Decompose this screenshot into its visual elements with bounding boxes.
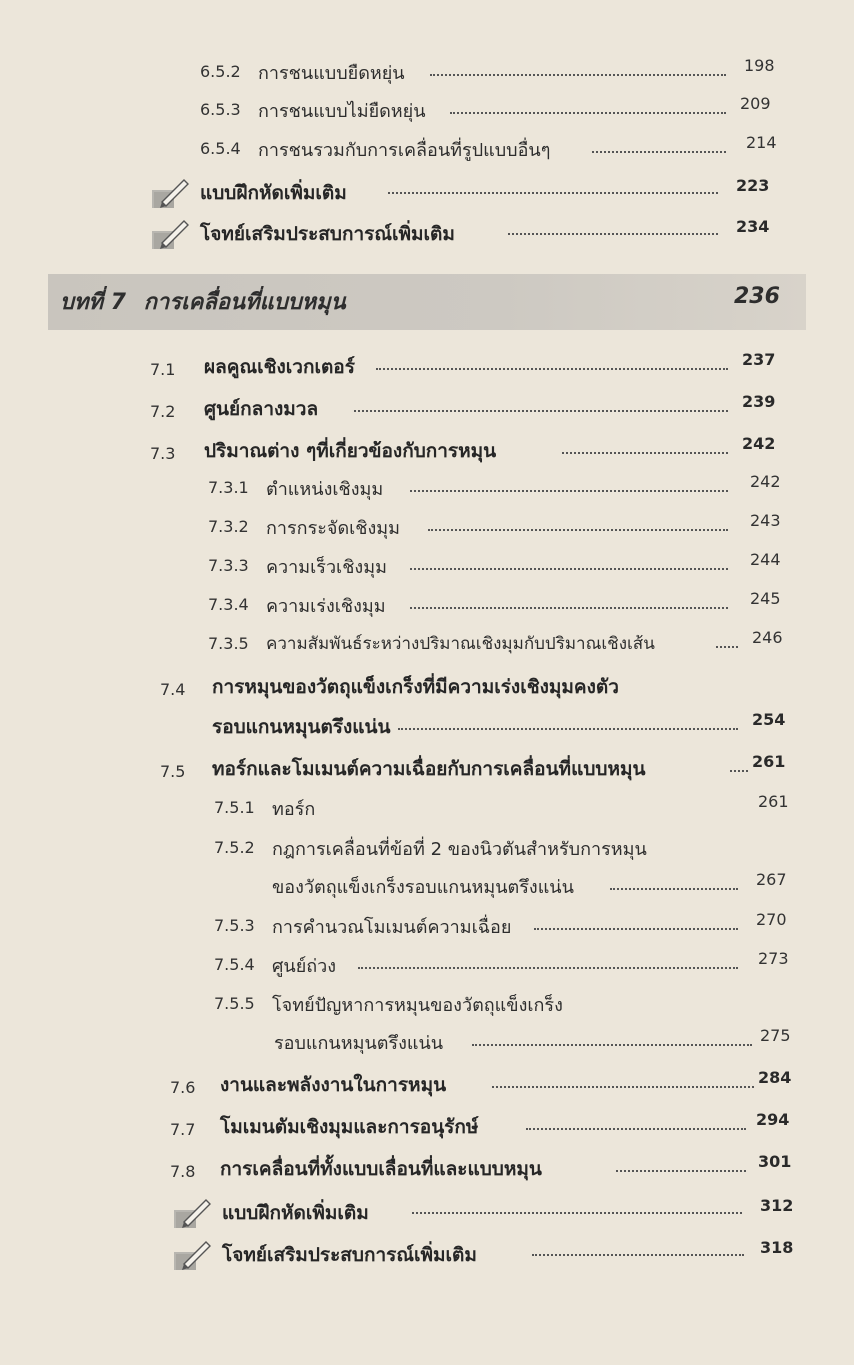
- entry-title: ความสัมพันธ์ระหว่างปริมาณเชิงมุมกับปริมาณเชิงเส้น: [266, 634, 655, 654]
- leader-dots: [428, 529, 728, 531]
- toc-entry-7-5-4[interactable]: [214, 949, 789, 983]
- chapter-page: 236: [734, 284, 780, 309]
- leader-dots: [430, 74, 726, 76]
- leader-dots: [354, 410, 728, 412]
- entry-number: 7.8: [170, 1162, 196, 1181]
- entry-title: โมเมนตัมเชิงมุมและการอนุรักษ์: [220, 1116, 479, 1138]
- leader-dots: [398, 728, 738, 730]
- entry-number: 7.6: [170, 1078, 196, 1097]
- entry-page: 273: [758, 949, 789, 968]
- entry-number: 7.5.3: [214, 916, 255, 935]
- toc-entry-7-5[interactable]: [160, 752, 784, 786]
- entry-number: 7.5.1: [214, 798, 255, 817]
- leader-dots: [616, 1170, 746, 1172]
- toc-entry-7-7[interactable]: [170, 1110, 794, 1144]
- entry-page: 246: [752, 628, 783, 647]
- entry-page: 242: [742, 434, 776, 453]
- entry-title: กฎการเคลื่อนที่ข้อที่ 2 ของนิวตันสำหรับการหมุน: [272, 839, 647, 860]
- chapter-label: บทที่ 7: [60, 290, 126, 315]
- entry-title: ศูนย์กลางมวล: [204, 398, 319, 420]
- entry-title: ทอร์กและโมเมนต์ความเฉื่อยกับการเคลื่อนที่แบบหมุน: [212, 758, 646, 780]
- entry-title: ผลคูณเชิงเวกเตอร์: [204, 356, 355, 378]
- leader-dots: [450, 112, 726, 114]
- entry-number: 6.5.4: [200, 139, 241, 158]
- entry-page: 284: [758, 1068, 792, 1087]
- entry-title: โจทย์เสริมประสบการณ์เพิ่มเติม: [200, 223, 455, 245]
- entry-page: 239: [742, 392, 776, 411]
- toc-entry-7-8[interactable]: [170, 1152, 794, 1186]
- entry-number: 7.7: [170, 1120, 196, 1139]
- entry-page: 267: [756, 870, 787, 889]
- toc-entry-extra-problems-ch6[interactable]: [150, 215, 780, 249]
- leader-dots: [358, 967, 738, 969]
- toc-entry-7-3-2[interactable]: [208, 511, 784, 545]
- entry-number: 7.5.2: [214, 838, 255, 857]
- toc-entry-7-3-5[interactable]: [208, 628, 784, 662]
- leader-dots: [562, 452, 728, 454]
- entry-title: ศูนย์ถ่วง: [272, 956, 337, 977]
- entry-title: การชนแบบไม่ยืดหยุ่น: [258, 101, 426, 122]
- leader-dots: [472, 1044, 752, 1046]
- leader-dots: [534, 928, 738, 930]
- entry-title: โจทย์ปัญหาการหมุนของวัตถุแข็งเกร็ง: [272, 995, 563, 1016]
- toc-entry-7-5-1[interactable]: [214, 792, 789, 826]
- entry-page: 294: [756, 1110, 790, 1129]
- toc-entry-7-5-5-cont[interactable]: [214, 1026, 791, 1060]
- leader-dots: [492, 1086, 754, 1088]
- toc-entry-7-3[interactable]: [150, 434, 784, 468]
- entry-page: 214: [746, 133, 777, 152]
- entry-title: ทอร์ก: [272, 799, 316, 820]
- entry-page: 312: [760, 1196, 794, 1215]
- entry-number: 7.5: [160, 762, 186, 781]
- entry-page: 234: [736, 217, 770, 236]
- entry-page: 244: [750, 550, 781, 569]
- toc-entry-6-5-4[interactable]: [200, 133, 780, 167]
- toc-entry-7-5-5[interactable]: [214, 988, 784, 1022]
- toc-entry-7-5-2-cont[interactable]: [214, 870, 787, 904]
- entry-page: 237: [742, 350, 776, 369]
- leader-dots: [508, 233, 718, 235]
- leader-dots: [610, 888, 738, 890]
- entry-title: การคำนวณโมเมนต์ความเฉื่อย: [272, 917, 512, 938]
- entry-number: 6.5.3: [200, 100, 241, 119]
- entry-page: 275: [760, 1026, 791, 1045]
- entry-title-line2: รอบแกนหมุนตรึงแน่น: [212, 716, 391, 738]
- entry-page: 242: [750, 472, 781, 491]
- entry-title: แบบฝึกหัดเพิ่มเติม: [200, 182, 347, 204]
- toc-entry-6-5-3[interactable]: [200, 94, 780, 128]
- entry-title: การชนรวมกับการเคลื่อนที่รูปแบบอื่นๆ: [258, 140, 551, 161]
- entry-number: 6.5.2: [200, 62, 241, 81]
- toc-entry-7-2[interactable]: [150, 392, 784, 426]
- entry-title-line2: ของวัตถุแข็งเกร็งรอบแกนหมุนตรึงแน่น: [272, 877, 574, 898]
- entry-title: ตำแหน่งเชิงมุม: [266, 479, 384, 500]
- entry-title: การเคลื่อนที่ทั้งแบบเลื่อนที่และแบบหมุน: [220, 1158, 542, 1180]
- toc-entry-7-5-3[interactable]: [214, 910, 787, 944]
- entry-page: 301: [758, 1152, 792, 1171]
- entry-number: 7.1: [150, 360, 176, 379]
- entry-number: 7.3.4: [208, 595, 249, 614]
- entry-page: 245: [750, 589, 781, 608]
- pencil-icon: [172, 1196, 212, 1230]
- entry-number: 7.5.4: [214, 955, 255, 974]
- toc-entry-7-3-1[interactable]: [208, 472, 784, 506]
- entry-number: 7.3.1: [208, 478, 249, 497]
- entry-title: การชนแบบยืดหยุ่น: [258, 63, 405, 84]
- toc-entry-7-3-4[interactable]: [208, 589, 784, 623]
- entry-number: 7.2: [150, 402, 176, 421]
- toc-entry-6-5-2[interactable]: [200, 56, 780, 90]
- entry-page: 318: [760, 1238, 794, 1257]
- toc-entry-7-4-cont[interactable]: [160, 710, 784, 744]
- entry-title-line2: รอบแกนหมุนตรึงแน่น: [274, 1033, 444, 1054]
- entry-title: ปริมาณต่าง ๆที่เกี่ยวข้องกับการหมุน: [204, 440, 497, 462]
- entry-number: 7.3.5: [208, 634, 249, 653]
- entry-number: 7.5.5: [214, 994, 255, 1013]
- entry-title: การหมุนของวัตถุแข็งเกร็งที่มีความเร่งเชิงมุมคงตัว: [212, 676, 619, 698]
- pencil-icon: [150, 176, 190, 210]
- pencil-icon: [172, 1238, 212, 1272]
- entry-number: 7.3.3: [208, 556, 249, 575]
- toc-entry-exercises-ch6[interactable]: [150, 174, 780, 208]
- entry-page: 261: [752, 752, 786, 771]
- entry-title: โจทย์เสริมประสบการณ์เพิ่มเติม: [222, 1244, 477, 1266]
- entry-page: 243: [750, 511, 781, 530]
- leader-dots: [410, 607, 728, 609]
- entry-page: 270: [756, 910, 787, 929]
- toc-entry-extra-problems-ch7[interactable]: [172, 1236, 798, 1270]
- entry-page: 209: [740, 94, 771, 113]
- leader-dots: [592, 151, 726, 153]
- entry-title: งานและพลังงานในการหมุน: [220, 1074, 447, 1096]
- leader-dots: [376, 368, 728, 370]
- entry-page: 261: [758, 792, 789, 811]
- toc-entry-7-3-3[interactable]: [208, 550, 784, 584]
- entry-title: การกระจัดเชิงมุม: [266, 518, 401, 539]
- toc-entry-exercises-ch7[interactable]: [172, 1194, 798, 1228]
- leader-dots: [532, 1254, 744, 1256]
- entry-page: 223: [736, 176, 770, 195]
- leader-dots: [716, 646, 738, 648]
- chapter-name: การเคลื่อนที่แบบหมุน: [143, 290, 346, 315]
- chapter-title[interactable]: [60, 284, 346, 319]
- toc-entry-7-1[interactable]: [150, 350, 784, 384]
- leader-dots: [526, 1128, 746, 1130]
- leader-dots: [410, 568, 728, 570]
- pencil-icon: [150, 217, 190, 251]
- entry-title: แบบฝึกหัดเพิ่มเติม: [222, 1202, 369, 1224]
- toc-entry-7-6[interactable]: [170, 1068, 794, 1102]
- leader-dots: [730, 770, 748, 772]
- entry-page: 198: [744, 56, 775, 75]
- leader-dots: [410, 490, 728, 492]
- leader-dots: [388, 192, 718, 194]
- entry-title: ความเร็วเชิงมุม: [266, 557, 387, 578]
- entry-number: 7.3: [150, 444, 176, 463]
- toc-entry-7-4[interactable]: [160, 670, 784, 704]
- entry-page: 254: [752, 710, 786, 729]
- entry-title: ความเร่งเชิงมุม: [266, 596, 386, 617]
- entry-number: 7.4: [160, 680, 186, 699]
- entry-number: 7.3.2: [208, 517, 249, 536]
- toc-entry-7-5-2[interactable]: [214, 832, 784, 866]
- leader-dots: [412, 1212, 742, 1214]
